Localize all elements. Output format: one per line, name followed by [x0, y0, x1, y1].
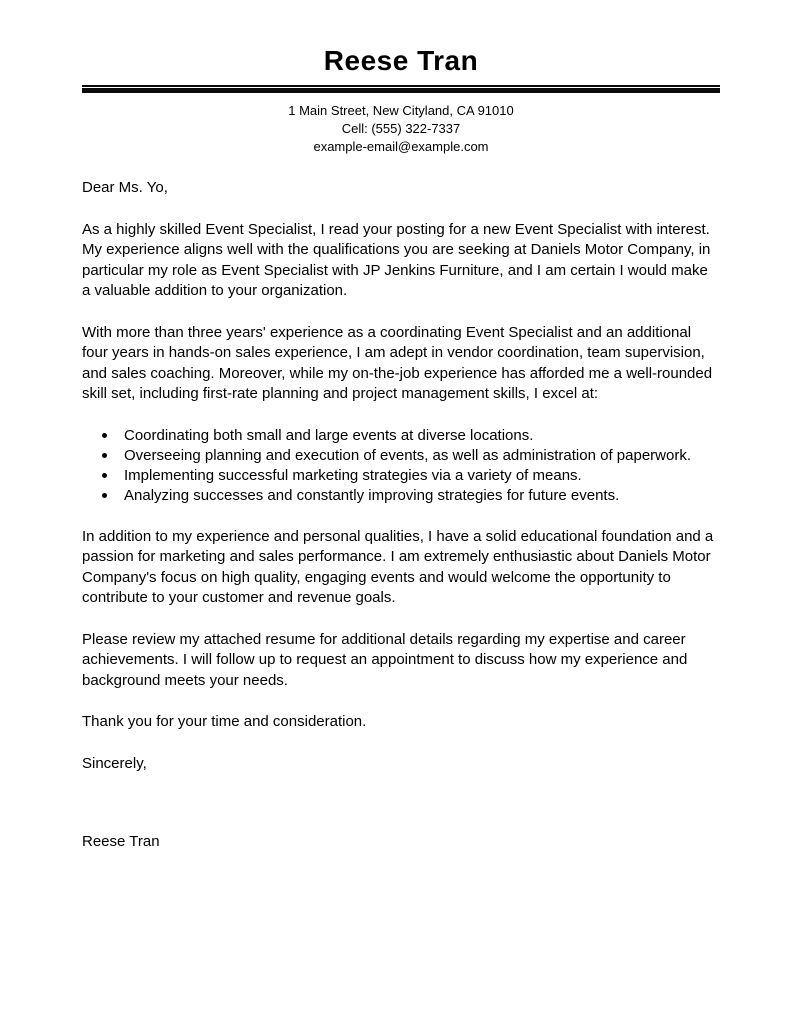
contact-cell-phone: Cell: (555) 322-7337: [341, 121, 461, 136]
paragraph-introduction: As a highly skilled Event Specialist, I read your posting for a new Event Specialist with interest. My experience aligns well with the qualifications you are seeking at Daniels Motor Company, in particular my role as Event Specialist with JP Jenkins Furniture, and I am certain I would make a valuable addition to your organization.: [82, 220, 711, 299]
bullet-icon: [102, 453, 107, 458]
bullet-icon: [102, 433, 107, 438]
closing-line: Sincerely,: [82, 754, 147, 772]
salutation: Dear Ms. Yo,: [82, 179, 168, 196]
letter-body: [82, 178, 720, 853]
paragraph-resume-followup: Please review my attached resume for additional details regarding my expertise and career achievements. I will follow up to request an appointment to discuss how my experience and background meets your needs.: [82, 630, 688, 689]
thank-you-line: Thank you for your time and consideration.: [82, 713, 367, 730]
skills-bullet-list: [82, 426, 720, 506]
contact-address: 1 Main Street, New Cityland, CA 91010: [288, 103, 514, 118]
list-item: [102, 486, 720, 506]
contact-email: example-email@example.com: [313, 139, 489, 154]
signature-name: Reese Tran: [82, 833, 160, 850]
paragraph-experience: With more than three years' experience as a coordinating Event Specialist and an additional four years in hands-on sales experience, I am adept in vendor coordination, team supervision, and sales coaching. Moreover, while my on-the-job experience has afforded me a well-rounded skill set, including first-rate planning and project management skills, I excel at:: [82, 323, 713, 402]
bullet-icon: [102, 493, 107, 498]
list-item: [102, 426, 720, 446]
paragraph-education-enthusiasm: In addition to my experience and personal qualities, I have a solid educational foundation and a passion for marketing and sales performance. I am extremely enthusiastic about Daniels Motor Company's focus on high quality, engaging events and would welcome the opportunity to contribute to your customer and revenue goals.: [82, 527, 714, 606]
list-item: [102, 466, 720, 486]
contact-block: [82, 102, 720, 156]
bullet-text: Coordinating both small and large events at diverse locations.: [124, 426, 534, 444]
bullet-text: Overseeing planning and execution of events, as well as administration of paperwork.: [124, 446, 691, 464]
bullet-text: Analyzing successes and constantly improving strategies for future events.: [124, 486, 620, 504]
header-divider-rule: [82, 85, 720, 93]
list-item: [102, 446, 720, 466]
letter-author-name-heading: Reese Tran: [323, 45, 479, 76]
bullet-text: Implementing successful marketing strategies via a variety of means.: [124, 466, 582, 484]
bullet-icon: [102, 473, 107, 478]
